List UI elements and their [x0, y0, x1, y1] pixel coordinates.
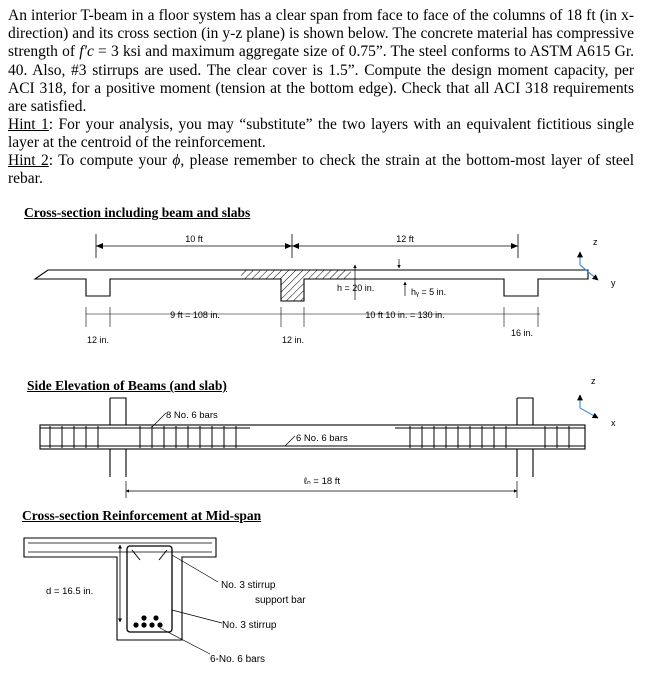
stirrup-support-label-2: support bar: [255, 595, 306, 606]
bars-6-label: 6-No. 6 bars: [210, 654, 266, 665]
h-label: h = 20 in.: [337, 283, 375, 293]
stirrup-shape: [127, 546, 172, 632]
figure-3-heading: Cross-section Reinforcement at Mid-span: [22, 508, 262, 523]
problem-text-b: = 3 ksi and maximum aggregate size of 0.75”. The steel conforms to ASTM A615 Gr. 40. Also, #3 stirrups are used. The clear cover is 1.5”. Compute the design moment capacity, per ACI 318, for a positive moment (tension at the bottom edge). Check that all ACI 318 requirements are satisfied.: [8, 43, 634, 116]
span-ln-label: ℓₙ = 18 ft: [303, 476, 341, 487]
axis-z-label-1: z: [593, 237, 598, 247]
figure-1-heading: Cross-section including beam and slabs: [24, 205, 251, 220]
hint-2-text-a: : To compute your: [48, 152, 173, 169]
d-label: d = 16.5 in.: [46, 586, 94, 597]
figure-2-side-elevation: [40, 376, 616, 498]
bars-top-label: 8 No. 6 bars: [166, 410, 218, 421]
web-mid-label: 12 in.: [281, 335, 305, 345]
yz-axes-icon: [580, 252, 598, 280]
stirrup-label: No. 3 stirrup: [222, 620, 277, 631]
clear-left-label: 9 ft = 108 in.: [170, 310, 220, 320]
right-column: [517, 398, 533, 477]
web-left-label: 12 in.: [86, 335, 110, 345]
web-right-label: 16 in.: [510, 328, 534, 338]
axis-y-label: y: [611, 278, 616, 288]
bars-bottom-label: 6 No. 6 bars: [296, 433, 348, 444]
fc-symbol: f′c: [79, 43, 94, 61]
hf-label: hᵧ = 5 in.: [411, 287, 447, 297]
axis-x-label: x: [611, 418, 616, 428]
left-column: [110, 398, 126, 477]
clear-right-label: 10 ft 10 in. = 130 in.: [365, 310, 445, 320]
problem-text-a: An interior T-beam in a floor system has a clear span from face to face of the columns of 18 ft (in x-direction) and its cross section (in y-z plane) is shown below. The concrete material has compressive strength of: [8, 7, 634, 61]
hint-2-label: Hint 2: [8, 152, 49, 169]
hint-1-text: : For your analysis, you may “substitute” the two layers with an equivalent fictitious single layer at the centroid of the reinforcement.: [8, 116, 635, 152]
stirrup-support-label-1: No. 3 stirrup: [221, 580, 276, 591]
hatched-slab-section: [241, 270, 351, 279]
figure-3-reinforcement: [24, 538, 306, 665]
hatched-beam-web: [281, 279, 304, 301]
axis-z-label-2: z: [591, 376, 596, 386]
phi-symbol: ϕ: [172, 152, 181, 169]
hint-2-text-b: , please remember to check the strain at the bottom-most layer of steel rebar.: [8, 152, 634, 188]
xz-axes-icon: [580, 395, 598, 418]
hint-1-label: Hint 1: [8, 116, 49, 133]
bottom-rebar-dots: [133, 615, 162, 627]
dim-left-span-label: 10 ft: [185, 234, 203, 244]
dim-right-span-label: 12 ft: [396, 234, 414, 244]
figure-2-heading: Side Elevation of Beams (and slab): [27, 378, 227, 393]
figure-1-cross-section: [35, 234, 616, 345]
